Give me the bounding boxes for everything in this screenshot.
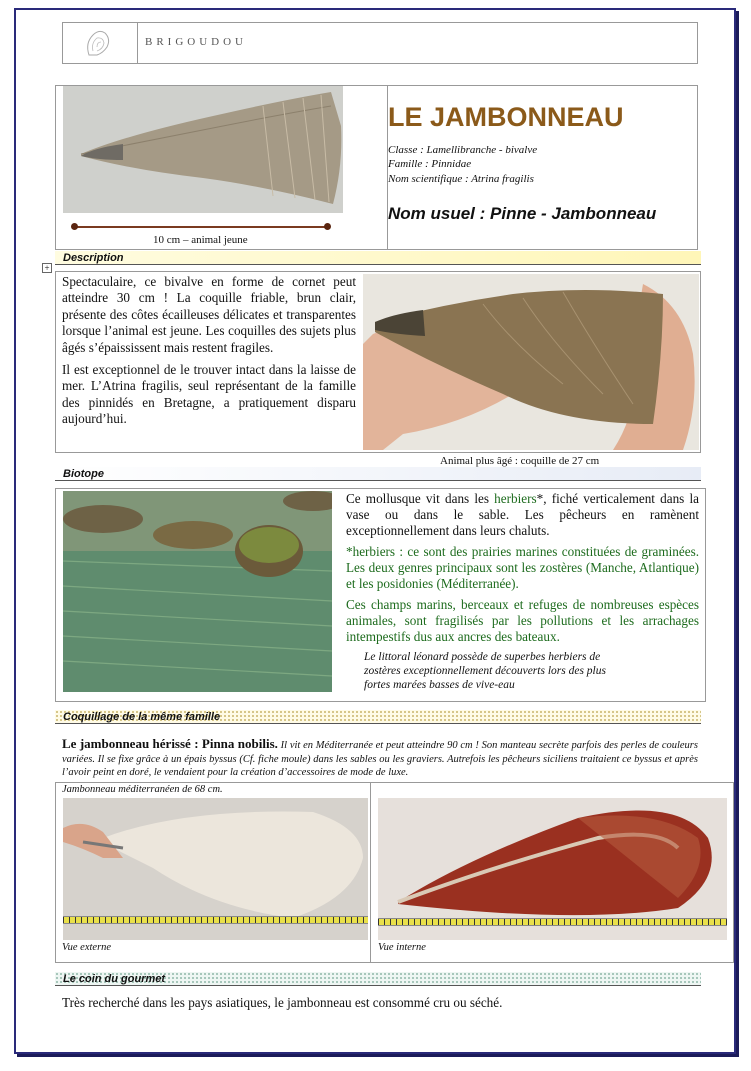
- scale-bar-start: [71, 223, 78, 230]
- photo-young-shell: [63, 86, 343, 213]
- header-box: [62, 22, 698, 64]
- shell-logo-icon: [63, 23, 138, 63]
- gourmet-text: Très recherché dans les pays asiatiques, le jambonneau est consommé cru ou séché.: [62, 995, 503, 1010]
- description-p1: Spectaculaire, ce bivalve en forme de cornet peut atteindre 30 cm ! La coquille friable, brun clair, présente des côtes écailleuses délicates et transparentes lorsque l’animal est jeune. Les coquilles des sujets plus âgés s’épaississent mais restent fragiles.: [62, 274, 356, 355]
- caption-internal: Vue interne: [378, 942, 426, 953]
- photo-hands-shell: [363, 274, 699, 450]
- famille: Famille : Pinnidae: [388, 158, 472, 170]
- herbiers-term: herbiers: [494, 491, 537, 506]
- ruler-external: [63, 916, 368, 924]
- biotope-p3: Ces champs marins, berceaux et refuges de nombreuses espèces animales, sont fragilisés par les pollutions et les arrachages intempestifs dus aux ancres des bateaux.: [346, 597, 699, 644]
- description-text: [62, 274, 356, 434]
- biotope-p2: *herbiers : ce sont des prairies marines constituées de graminées. Les deux genres principaux sont les zostères (Manche, Atlantique) et les posidonies (Méditerranée).: [346, 544, 699, 591]
- page-title: LE JAMBONNEAU: [388, 102, 624, 132]
- biotope-text: [346, 491, 699, 697]
- section-description: Description: [55, 251, 701, 265]
- biotope-p1-b: *, fiché verticalement dans la vase ou dans le sable. Les pêcheurs en ramènent exceptionnellement dans leurs chaluts.: [346, 491, 699, 538]
- nom-usuel: Nom usuel : Pinne - Jambonneau: [388, 204, 657, 223]
- famille-photo-title: Jambonneau méditerranéen de 68 cm.: [62, 784, 223, 795]
- famille-body: Il vit en Méditerranée et peut atteindre 90 cm ! Son manteau secrète parfois des perles de couleurs variées. Il se fixe grâce à un épais byssus (Cf. fiche moule) dans les sables ou les graviers. Autrefois les pêcheurs siciliens traitaient ce byssus et après l’avoir peint en doré, le vendaient pour la création d’accessoires de mode de luxe.: [62, 740, 698, 778]
- photo-external: [63, 798, 368, 940]
- section-famille: Coquillage de la même famille: [55, 710, 701, 724]
- brand-name: BRIGOUDOU: [145, 36, 247, 48]
- photo-internal: [378, 798, 727, 940]
- scale-bar: [74, 226, 328, 228]
- biotope-p1: [346, 491, 699, 539]
- famille-lead: Le jambonneau hérissé : Pinna nobilis.: [62, 736, 278, 751]
- photo-seagrass: [63, 491, 332, 692]
- description-p2: Il est exceptionnel de le trouver intact dans la laisse de mer. L’Atrina fragilis, seul représentant de la famille des pinnidés en Bretagne, a pratiquement disparu aujourd’hui.: [62, 362, 356, 427]
- famille-text: [62, 737, 698, 780]
- photo-divider: [370, 782, 371, 963]
- caption-external: Vue externe: [62, 942, 112, 953]
- classe: Classe : Lamellibranche - bivalve: [388, 144, 538, 156]
- photo-young-box: [55, 85, 388, 250]
- table-move-handle-icon[interactable]: +: [42, 263, 52, 273]
- photo-young-caption: 10 cm – animal jeune: [153, 234, 248, 246]
- biotope-p1-a: Ce mollusque vit dans les: [346, 491, 495, 506]
- biotope-p4: Le littoral léonard possède de superbes herbiers de zostères exceptionnellement découverts lors des plus fortes marées basses de vive-eau: [364, 651, 606, 691]
- photo-hands-caption: Animal plus âgé : coquille de 27 cm: [440, 455, 600, 467]
- scale-bar-end: [324, 223, 331, 230]
- nom-scientifique: Nom scientifique : Atrina fragilis: [388, 173, 534, 185]
- title-box: [387, 85, 698, 250]
- section-biotope: Biotope: [55, 467, 701, 481]
- section-gourmet: Le coin du gourmet: [55, 972, 701, 986]
- ruler-internal: [378, 918, 727, 926]
